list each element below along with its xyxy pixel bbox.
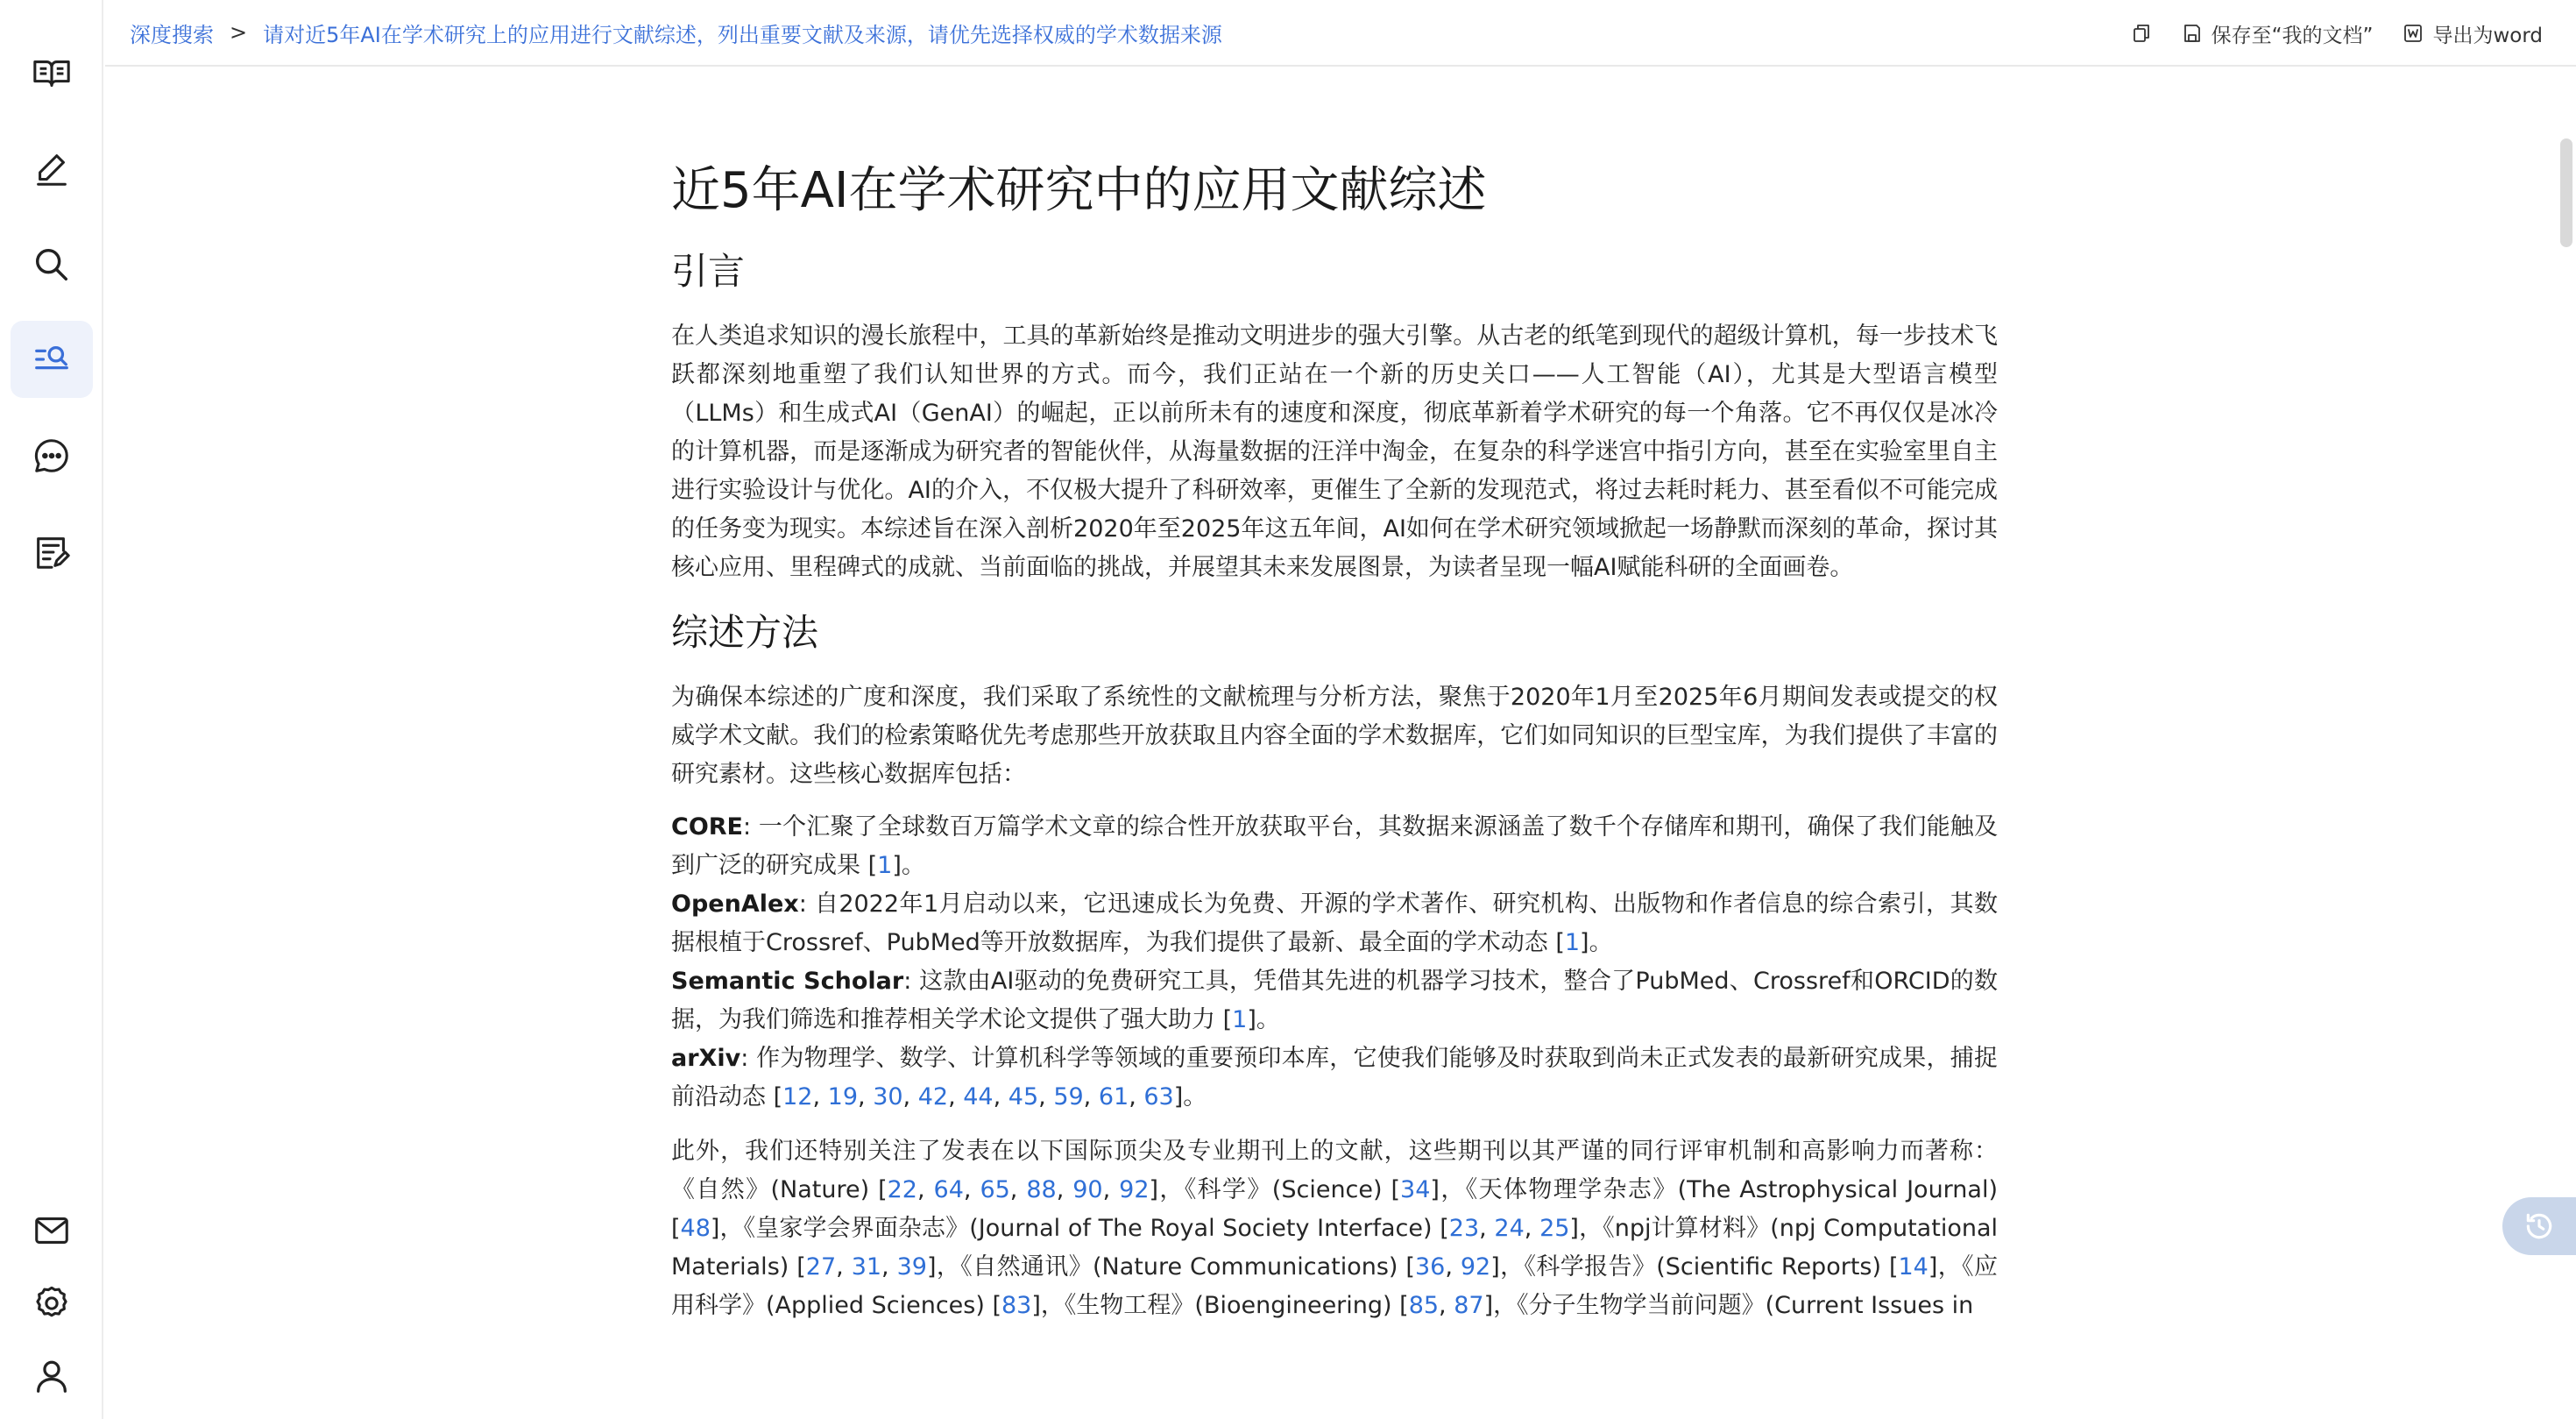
- citation-link[interactable]: 90: [1072, 1176, 1103, 1203]
- citation-link[interactable]: 27: [805, 1253, 837, 1281]
- save-to-docs-label: 保存至“我的文档”: [2211, 24, 2374, 47]
- citation-link[interactable]: 30: [873, 1083, 903, 1110]
- citation-link[interactable]: 31: [851, 1253, 882, 1281]
- journals-intro: 此外，我们还特别关注了发表在以下国际顶尖及专业期刊上的文献，这些期刊以其严谨的同行评审机制和高影响力而著称：: [671, 1138, 1998, 1165]
- citation-link[interactable]: 85: [1408, 1292, 1440, 1319]
- mail-icon: [32, 1210, 72, 1251]
- citation-link[interactable]: 65: [980, 1176, 1010, 1203]
- citation-close: ]，: [1031, 1292, 1065, 1319]
- journal-name: 《自然通讯》(Nature Communications) [: [960, 1253, 1415, 1281]
- citation-link[interactable]: 1: [877, 852, 893, 879]
- save-icon: [2182, 23, 2203, 44]
- gear-icon: [32, 1283, 72, 1323]
- settings-button[interactable]: [11, 1265, 93, 1342]
- citation-link[interactable]: 63: [1143, 1083, 1174, 1110]
- journal-name: 《分子生物学当前问题》(Current Issues in: [1517, 1292, 1974, 1319]
- citation-close: ]，: [1928, 1253, 1963, 1281]
- user-icon: [32, 1356, 72, 1396]
- left-rail: [0, 0, 103, 1419]
- database-description: : 作为物理学、数学、计算机科学等领域的重要预印本库，它使我们能够及时获取到尚未正式发表的最新研究成果，捕捉前沿动态 [: [671, 1045, 1998, 1110]
- intro-heading: 引言: [671, 250, 746, 293]
- journal-name: 《自然》(Nature) [: [671, 1176, 888, 1203]
- database-item: [671, 885, 1998, 962]
- citation-link[interactable]: 24: [1494, 1215, 1525, 1242]
- citation-link[interactable]: 36: [1414, 1253, 1446, 1281]
- database-name: Semantic Scholar: [671, 968, 904, 995]
- citation-close: ]，: [1430, 1176, 1466, 1203]
- journal-name: 《天体物理学杂志》(The Astrophysical Journal) [: [671, 1176, 1998, 1242]
- citation-close: ]。: [1173, 1083, 1207, 1110]
- database-description: : 这款由AI驱动的免费研究工具，凭借其先进的机器学习技术，整合了PubMed、Crossref和ORCID的数据，为我们筛选和推荐相关学术论文提供了强大助力 [: [671, 968, 1999, 1033]
- journal-name: 《应用科学》(Applied Sciences) [: [671, 1253, 1999, 1319]
- database-name: arXiv: [671, 1045, 741, 1072]
- search-icon: [32, 245, 72, 285]
- database-item: arXiv: 作为物理学、数学、计算机科学等领域的重要预印本库，它使我们能够及时获取到尚未正式发表的最新研究成果，捕捉前沿动态 [12, 19, 30, 42, 44, 45, 59, 61, 63]。: [671, 1045, 1998, 1110]
- citation-link[interactable]: 61: [1098, 1083, 1129, 1110]
- citation-link[interactable]: 88: [1026, 1176, 1057, 1203]
- history-icon: [2523, 1210, 2556, 1243]
- citation-link[interactable]: 92: [1460, 1253, 1491, 1281]
- journal-name: 《生物工程》(Bioengineering) [: [1064, 1292, 1409, 1319]
- save-to-docs-button[interactable]: [2182, 19, 2374, 48]
- top-actions: [2131, 0, 2543, 67]
- database-item: [671, 808, 1998, 885]
- scrollbar-thumb[interactable]: [2560, 138, 2572, 247]
- breadcrumb-separator: >: [230, 20, 248, 45]
- export-word-button[interactable]: [2403, 19, 2543, 48]
- database-item: [671, 962, 1998, 1039]
- copy-icon: [2131, 23, 2152, 44]
- word-icon: [2403, 23, 2424, 44]
- citation-link[interactable]: 45: [1008, 1083, 1039, 1110]
- deep-search-icon: [32, 339, 72, 380]
- export-word-label: 导出为word: [2432, 24, 2543, 47]
- citation-link[interactable]: 23: [1448, 1215, 1480, 1242]
- library-button[interactable]: [11, 35, 93, 112]
- citation-link[interactable]: 64: [933, 1176, 964, 1203]
- citation-link[interactable]: 42: [917, 1083, 949, 1110]
- citation-close: ]，: [1483, 1292, 1518, 1319]
- method-heading: 综述方法: [671, 611, 819, 654]
- citation-link[interactable]: 1: [1232, 1006, 1248, 1033]
- intro-paragraph: 在人类追求知识的漫长旅程中，工具的革新始终是推动文明进步的强大引擎。从古老的纸笔到现代的超级计算机，每一步技术飞跃都深刻地重塑了我们认知世界的方式。而今，我们正站在一个新的历史关口——人工智能（AI），尤其是大型语言模型（LLMs）和生成式AI（GenAI）的崛起，正以前所未有的速度和深度，彻底革新着学术研究的每一个角落。它不再仅仅是冰冷的计算机器，而是逐渐成为研究者的智能伙伴，从海量数据的汪洋中淘金，在复杂的科学迷宫中指引方向，甚至在实验室里自主进行实验设计与优化。AI的介入，不仅极大提升了科研效率，更催生了全新的发现范式，将过去耗时耗力、甚至看似不可能完成的任务变为现实。本综述旨在深入剖析2020年至2025年这五年间，AI如何在学术研究领域掀起一场静默而深刻的革命，探讨其核心应用、里程碑式的成就、当前面临的挑战，并展望其未来发展图景，为读者呈现一幅AI赋能科研的全面画卷。: [671, 323, 1998, 581]
- journal-name: 《皇家学会界面杂志》(Journal of The Royal Society Interface) [: [743, 1215, 1449, 1242]
- database-list: [671, 808, 1998, 1117]
- notes-icon: [32, 532, 72, 572]
- citation-link[interactable]: 44: [963, 1083, 994, 1110]
- write-button[interactable]: [11, 131, 93, 208]
- database-description: : 一个汇聚了全球数百万篇学术文章的综合性开放获取平台，其数据来源涵盖了数千个存储库和期刊，确保了我们能触及到广泛的研究成果 [: [671, 813, 1998, 879]
- citation-link[interactable]: 19: [827, 1083, 859, 1110]
- citation-link[interactable]: 39: [896, 1253, 927, 1281]
- top-bar: [105, 0, 2576, 67]
- citation-close: ]。: [1580, 929, 1613, 956]
- citation-close: ]。: [1247, 1006, 1280, 1033]
- chat-button[interactable]: [11, 417, 93, 494]
- citation-link[interactable]: 92: [1119, 1176, 1150, 1203]
- journals-paragraph: 此外，我们还特别关注了发表在以下国际顶尖及专业期刊上的文献，这些期刊以其严谨的同行评审机制和高影响力而著称： 《自然》(Nature) [22, 64, 65, 88, 90, 92]，《科学》(Science) [34]，《天体物理学杂志》(The Astrophysical Journal) [48]，《皇家学会界面杂志》(Journal of The Royal Society Interface) [23, 24, 25]，《npj计算材料》(npj Computational Materials) [27, 31, 39]，《自然通讯》(Nature Communications) [36, 92]，《科学报告》(Scientific Reports) [14]，《应用科学》(Applied Sciences) [83]，《生物工程》(Bioengineering) [85, 87]，《分子生物学当前问题》(Current Issues in: [671, 1138, 1999, 1319]
- profile-button[interactable]: [11, 1337, 93, 1415]
- breadcrumb: [105, 18, 1222, 48]
- citation-close: ]，: [1490, 1253, 1525, 1281]
- deep-search-button[interactable]: [11, 321, 93, 398]
- citation-link[interactable]: 1: [1564, 929, 1581, 956]
- database-description: : 自2022年1月启动以来，它迅速成长为免费、开源的学术著作、研究机构、出版物和作者信息的综合索引，其数据根植于Crossref、PubMed等开放数据库，为我们提供了最新、最全面的学术动态 [: [671, 890, 1998, 956]
- breadcrumb-root-link[interactable]: 深度搜索: [130, 22, 214, 47]
- search-button[interactable]: [11, 226, 93, 303]
- citation-link[interactable]: 25: [1539, 1215, 1570, 1242]
- article-title: 近5年AI在学术研究中的应用文献综述: [671, 162, 1487, 219]
- book-icon: [32, 53, 72, 94]
- article: [671, 156, 1998, 1325]
- chat-icon: [32, 436, 72, 476]
- citation-link[interactable]: 12: [782, 1083, 813, 1110]
- citation-link[interactable]: 22: [887, 1176, 917, 1203]
- method-paragraph: 为确保本综述的广度和深度，我们采取了系统性的文献梳理与分析方法，聚焦于2020年1月至2025年6月期间发表或提交的权威学术文献。我们的检索策略优先考虑那些开放获取且内容全面的学术数据库，它们如同知识的巨型宝库，为我们提供了丰富的研究素材。这些核心数据库包括：: [671, 684, 1998, 788]
- citation-link[interactable]: 48: [680, 1215, 711, 1242]
- citation-close: ]，: [710, 1215, 744, 1242]
- copy-button[interactable]: [2131, 23, 2152, 44]
- journal-name: 《科学》(Science) [: [1184, 1176, 1401, 1203]
- database-name: OpenAlex: [671, 890, 799, 918]
- citation-link[interactable]: 34: [1400, 1176, 1431, 1203]
- citation-link[interactable]: 83: [1001, 1292, 1032, 1319]
- database-name: CORE: [671, 813, 744, 841]
- citation-close: ]，: [926, 1253, 961, 1281]
- citation-link[interactable]: 87: [1454, 1292, 1484, 1319]
- citation-close: ]。: [892, 852, 925, 879]
- notes-button[interactable]: [11, 514, 93, 591]
- pen-icon: [32, 149, 72, 189]
- journal-name: 《科学报告》(Scientific Reports) [: [1524, 1253, 1899, 1281]
- mail-button[interactable]: [11, 1192, 93, 1269]
- citation-close: ]，: [1149, 1176, 1185, 1203]
- citation-link[interactable]: 59: [1053, 1083, 1084, 1110]
- breadcrumb-current-query[interactable]: 请对近5年AI在学术研究上的应用进行文献综述，列出重要文献及来源，请优先选择权威的学术数据来源: [263, 22, 1222, 47]
- journal-name: 《npj计算材料》(npj Computational Materials) [: [671, 1215, 1998, 1281]
- history-button[interactable]: [2502, 1197, 2576, 1255]
- citation-close: ]，: [1569, 1215, 1603, 1242]
- citation-link[interactable]: 14: [1898, 1253, 1928, 1281]
